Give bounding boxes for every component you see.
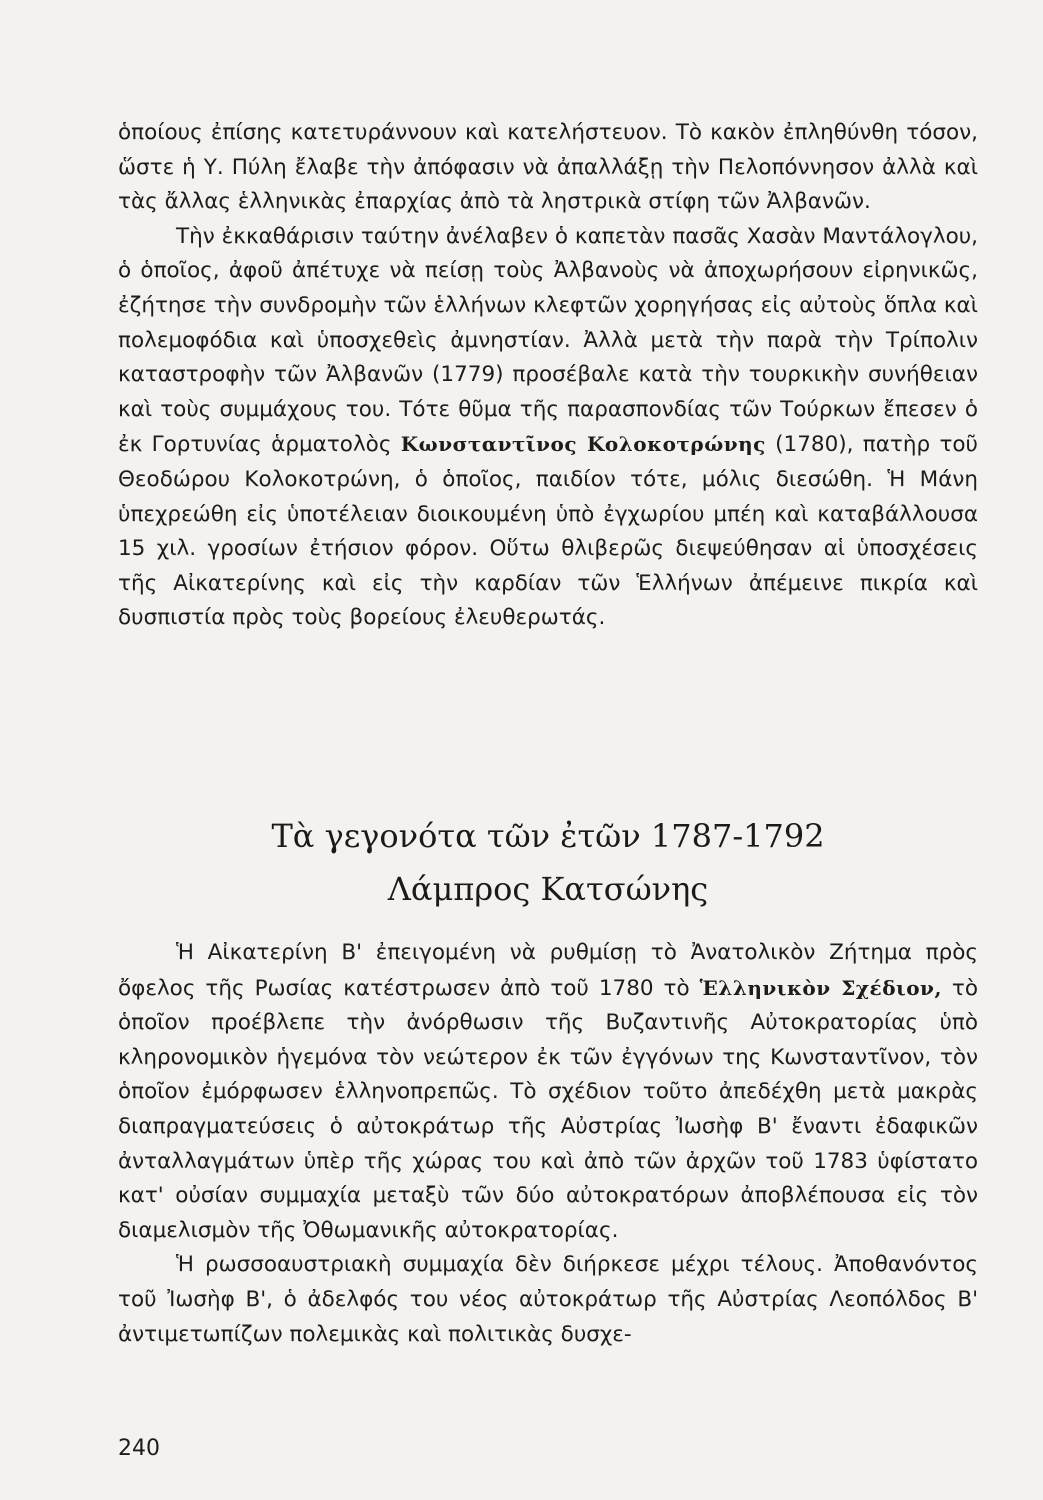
paragraph: ὁποίους ἐπίσης κατετυράννουν καὶ κατελήστευον. Τὸ κακὸν ἐπληθύνθη τόσον, ὥστε ἡ Υ. Πύλη ἔλαβε τὴν ἀπόφασιν νὰ ἀπαλλάξῃ τὴν Πελοπόννησον ἀλλὰ καὶ τὰς ἄλλας ἑλληνικὰς ἐπαρχίας ἀπὸ τὰ ληστρικὰ στίφη τῶν Ἀλβανῶν. — [118, 120, 978, 215]
page-number: 240 — [118, 1436, 160, 1461]
section-subheading: Λάμπρος Κατσώνης — [387, 870, 709, 908]
paragraph: Ἡ Αἰκατερίνη Β' ἐπειγομένη νὰ ρυθμίσῃ τὸ Ἀνατολικὸν Ζήτημα πρὸς ὄφελος τῆς Ρωσίας κατέστρωσεν ἀπὸ τοῦ 1780 τὸ Ἑλληνικὸν Σχέδιον, τὸ ὁποῖον προέβλεπε τὴν ἀνόρθωσιν τῆς Βυζαντινῆς Αὐτοκρατορίας ὑπὸ κληρονομικὸν ἡγεμόνα τὸν νεώτερον ἐκ τῶν ἐγγόνων της Κωνσταντῖνον, τὸν ὁποῖον ἐμόρφωσεν ἑλληνοπρεπῶς. Τὸ σχέδιον τοῦτο ἀπεδέχθη μετὰ μακρὰς διαπραγματεύσεις ὁ αὐτοκράτωρ τῆς Αὐστρίας Ἰωσὴφ Β' ἔναντι ἐδαφικῶν ἀνταλλαγμάτων ὑπὲρ τῆς χώρας του καὶ ἀπὸ τῶν ἀρχῶν τοῦ 1783 ὑφίστατο κατ' οὐσίαν συμμαχία μεταξὺ τῶν δύο αὐτοκρατόρων ἀποβλέπουσα εἰς τὸν διαμελισμὸν τῆς Ὀθωμανικῆς αὐτοκρατορίας. — [118, 940, 978, 1243]
bold-name: Κωνσταντῖνος Κολοκοτρώνης — [400, 432, 766, 457]
paragraph: Ἡ ρωσσοαυστριακὴ συμμαχία δὲν διήρκεσε μέχρι τέλους. Ἀποθανόντος τοῦ Ἰωσὴφ Β', ὁ ἀδελφός του νέος αὐτοκράτωρ τῆς Αὐστρίας Λεοπόλδος Β' ἀντιμετωπίζων πολεμικὰς καὶ πολιτικὰς δυσχε- — [118, 1252, 978, 1347]
section-heading: Τὰ γεγονότα τῶν ἐτῶν 1787-1792 — [271, 817, 825, 855]
paragraph: Τὴν ἐκκαθάρισιν ταύτην ἀνέλαβεν ὁ καπετὰν πασᾶς Χασὰν Μαντάλογλου, ὁ ὁποῖος, ἀφοῦ ἀπέτυχε νὰ πείσῃ τοὺς Ἀλβανοὺς νὰ ἀποχωρήσουν εἰρηνικῶς, ἐζήτησε τὴν συνδρομὴν τῶν ἑλλήνων κλεφτῶν χορηγήσας εἰς αὐτοὺς ὅπλα καὶ πολεμοφόδια καὶ ὑποσχεθεὶς ἀμνηστίαν. Ἀλλὰ μετὰ τὴν παρὰ τὴν Τρίπολιν καταστροφὴν τῶν Ἀλβανῶν (1779) προσέβαλε κατὰ τὴν τουρκικὴν συνήθειαν καὶ τοὺς συμμάχους του. Τότε θῦμα τῆς παρασπονδίας τῶν Τούρκων ἔπεσεν ὁ ἐκ Γορτυνίας ἁρματολὸς Κωνσταντῖνος Κολοκοτρώνης (1780), πατὴρ τοῦ Θεοδώρου Κολοκοτρώνη, ὁ ὁποῖος, παιδίον τότε, μόλις διεσώθη. Ἡ Μάνη ὑπεχρεώθη εἰς ὑποτέλειαν διοικουμένη ὑπὸ ἐγχωρίου μπέη καὶ καταβάλλουσα 15 χιλ. γροσίων ἐτήσιον φόρον. Οὕτω θλιβερῶς διεψεύθησαν αἱ ὑποσχέσεις τῆς Αἰκατερίνης καὶ εἰς τὴν καρδίαν τῶν Ἑλλήνων ἀπέμεινε πικρία καὶ δυσπιστία πρὸς τοὺς βορείους ἐλευθερωτάς. — [118, 223, 978, 631]
bold-term: Ἑλληνικὸν Σχέδιον, — [699, 975, 942, 1000]
body-text-section-2 — [118, 936, 978, 1352]
body-text-section-1 — [118, 116, 978, 636]
